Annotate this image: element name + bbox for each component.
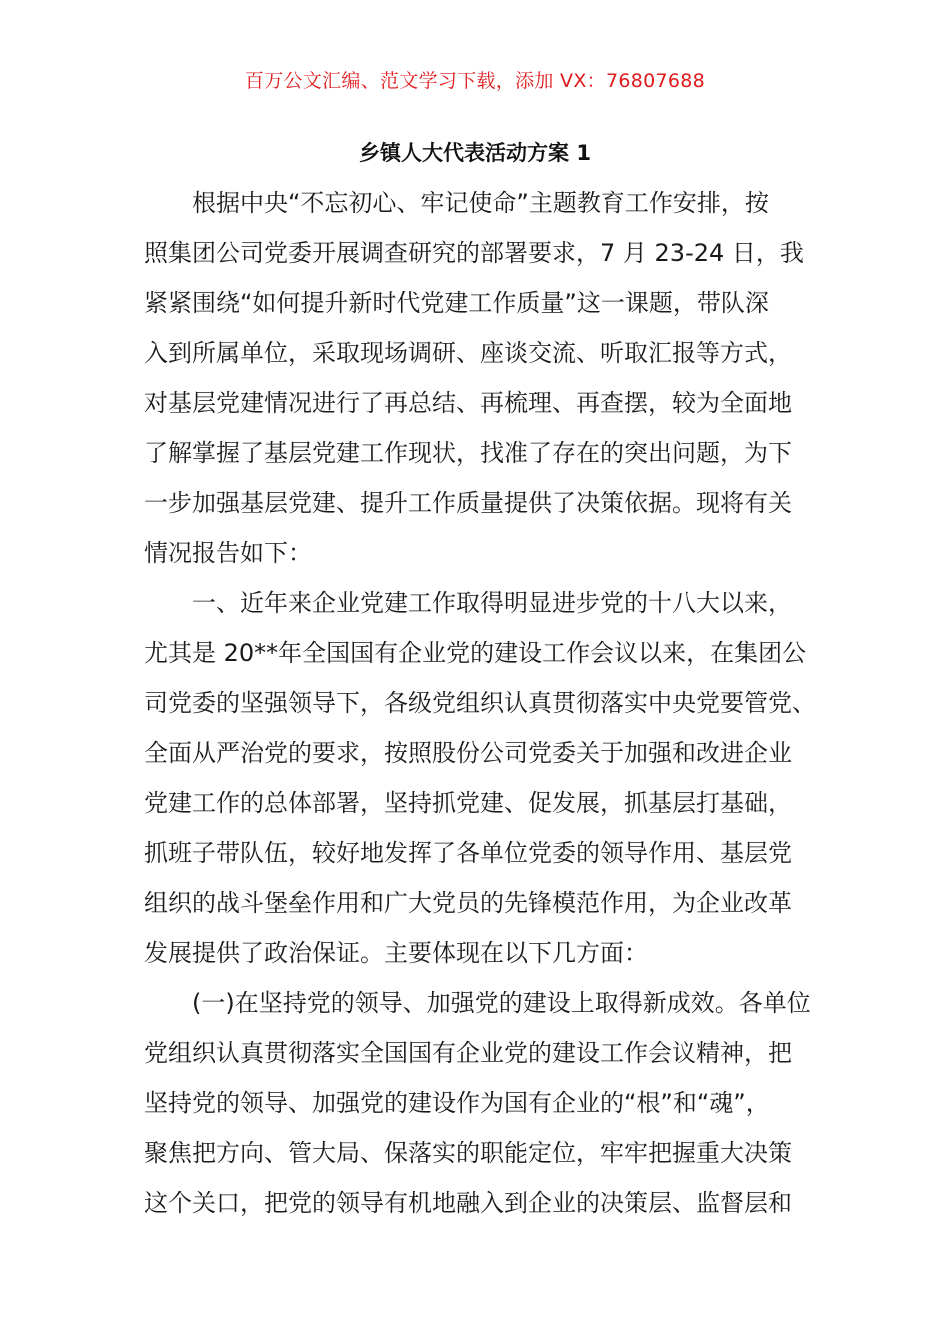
- paragraph-line: 尤其是 20**年全国国有企业党的建设工作会议以来，在集团公: [144, 639, 807, 667]
- paragraph-line: 入到所属单位，采取现场调研、座谈交流、听取汇报等方式，: [144, 339, 792, 367]
- paragraph-line: (一)在坚持党的领导、加强党的建设上取得新成效。各单位: [192, 989, 811, 1017]
- paragraph-line: 根据中央“不忘初心、牢记使命”主题教育工作安排，按: [192, 189, 769, 217]
- document-body: [144, 178, 820, 1228]
- paragraph-line: 一、近年来企业党建工作取得明显进步党的十八大以来，: [192, 589, 792, 617]
- paragraph-line: 对基层党建情况进行了再总结、再梳理、再查摆，较为全面地: [144, 389, 792, 417]
- watermark-header: 百万公文汇编、范文学习下载，添加 VX：76807688: [244, 70, 706, 92]
- paragraph-line: 一步加强基层党建、提升工作质量提供了决策依据。现将有关: [144, 489, 792, 517]
- paragraph-line: 了解掌握了基层党建工作现状，找准了存在的突出问题，为下: [144, 439, 792, 467]
- paragraph-line: 党建工作的总体部署，坚持抓党建、促发展，抓基层打基础，: [144, 789, 792, 817]
- paragraph-line: 坚持党的领导、加强党的建设作为国有企业的“根”和“魂”，: [144, 1089, 770, 1117]
- document-title: 乡镇人大代表活动方案 1: [359, 141, 591, 165]
- paragraph-line: 紧紧围绕“如何提升新时代党建工作质量”这一课题，带队深: [144, 289, 769, 317]
- paragraph-line: 这个关口，把党的领导有机地融入到企业的决策层、监督层和: [144, 1189, 792, 1217]
- paragraph-line: 照集团公司党委开展调查研究的部署要求，7 月 23-24 日，我: [144, 239, 804, 267]
- paragraph-line: 全面从严治党的要求，按照股份公司党委关于加强和改进企业: [144, 739, 792, 767]
- paragraph-line: 情况报告如下：: [144, 539, 312, 567]
- paragraph-line: 司党委的坚强领导下，各级党组织认真贯彻落实中央党要管党、: [144, 689, 816, 717]
- paragraph-line: 发展提供了政治保证。主要体现在以下几方面：: [144, 939, 648, 967]
- paragraph-line: 聚焦把方向、管大局、保落实的职能定位，牢牢把握重大决策: [144, 1139, 792, 1167]
- paragraph-line: 组织的战斗堡垒作用和广大党员的先锋模范作用，为企业改革: [144, 889, 792, 917]
- paragraph-line: 党组织认真贯彻落实全国国有企业党的建设工作会议精神，把: [144, 1039, 792, 1067]
- paragraph-line: 抓班子带队伍，较好地发挥了各单位党委的领导作用、基层党: [144, 839, 792, 867]
